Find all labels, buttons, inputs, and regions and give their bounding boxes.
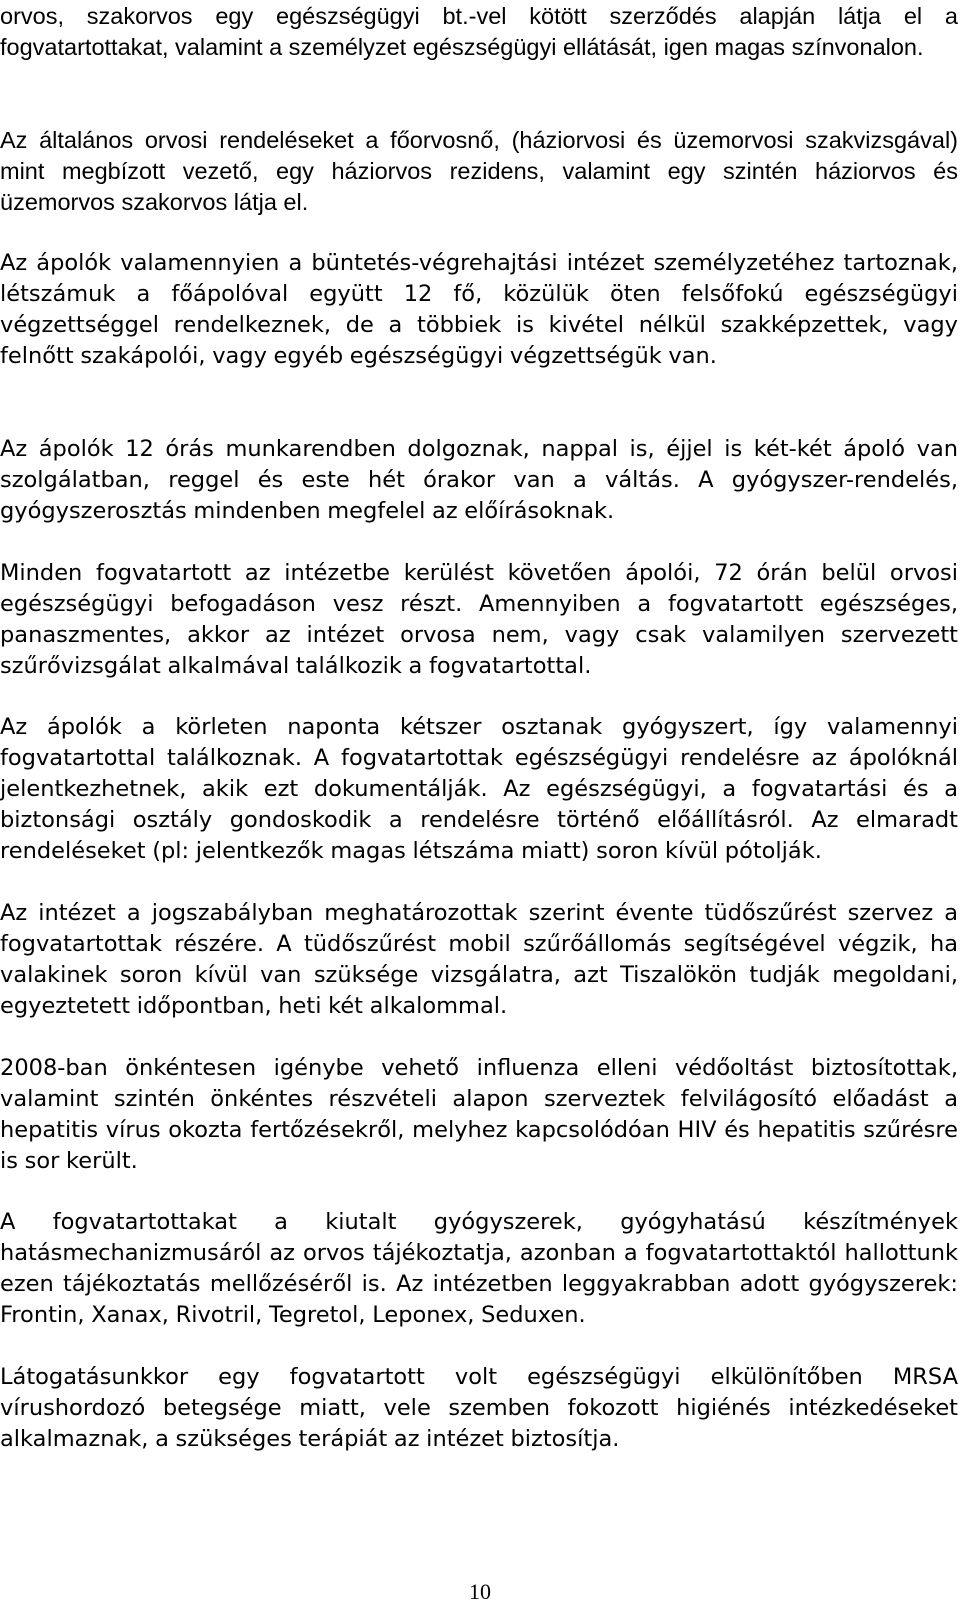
paragraph: Minden fogvatartott az intézetbe kerülést követően ápolói, 72 órán belül orvosi egészségügyi befogadáson vesz részt. Amennyiben a fogvatartott egészséges, panaszmentes, akkor az intézet orvosa nem, vagy csak valamilyen szervezett szűrővizsgálat alkalmával találkozik a fogvatartottal. xyxy=(0,560,958,679)
paragraph: A fogvatartottakat a kiutalt gyógyszerek, gyógyhatású készítmények hatásmechanizmusáról az orvos tájékoztatja, azonban a fogvatartottaktól hallottunk ezen tájékoztatás mellőzéséről is. Az intézetben leggyakrabban adott gyógyszerek: Frontin, Xanax, Rivotril, Tegretol, Leponex, Seduxen. xyxy=(0,1209,958,1328)
paragraph: Az általános orvosi rendeléseket a főorvosnő, (háziorvosi és üzemorvosi szakvizsgával) mint megbízott vezető, egy háziorvos rezidens, valamint egy szintén háziorvos és üzemorvos szakorvos látja el. xyxy=(0,127,958,215)
paragraph: Az ápolók a körleten naponta kétszer osztanak gyógyszert, így valamennyi fogvatartottal találkoznak. A fogvatartottak egészségügyi rendelésre az ápolóknál jelentkezhetnek, akik ezt dokumentálják. Az egészségügyi, a fogvatartási és a biztonsági osztály gondoskodik a rendelésre történő előállításról. Az elmaradt rendeléseket (pl: jelentkezők magas létszáma miatt) soron kívül pótolják. xyxy=(0,714,958,864)
paragraph: orvos, szakorvos egy egészségügyi bt.-vel kötött szerződés alapján látja el a fogvatartottakat, valamint a személyzet egészségügyi ellátását, igen magas színvonalon. xyxy=(0,3,958,60)
paragraph: 2008-ban önkéntesen igénybe vehető influenza elleni védőoltást biztosítottak, valamint szintén önkéntes részvételi alapon szerveztek felvilágosító előadást a hepatitis vírus okozta fertőzésekről, melyhez kapcsolódóan HIV és hepatitis szűrésre is sor került. xyxy=(0,1055,958,1174)
paragraph: Az intézet a jogszabályban meghatározottak szerint évente tüdőszűrést szervez a fogvatartottak részére. A tüdőszűrést mobil szűrőállomás segítségével végzik, ha valakinek soron kívül van szüksége vizsgálatra, azt Tiszalökön tudják megoldani, egyeztetett időpontban, heti két alkalommal. xyxy=(0,900,958,1019)
page-number: 10 xyxy=(469,1579,491,1604)
paragraph: Az ápolók valamennyien a büntetés-végrehajtási intézet személyzetéhez tartoznak, létszámuk a főápolóval együtt 12 fő, közülük öten felsőfokú egészségügyi végzettséggel rendelkeznek, de a többiek is kivétel nélkül szakképzettek, vagy felnőtt szakápolói, vagy egyéb egészségügyi végzettségük van. xyxy=(0,250,958,369)
paragraph: Az ápolók 12 órás munkarendben dolgoznak, nappal is, éjjel is két-két ápoló van szolgálatban, reggel és este hét órakor van a váltás. A gyógyszer-rendelés, gyógyszerosztás mindenben megfelel az előírásoknak. xyxy=(0,436,958,524)
paragraph: Látogatásunkkor egy fogvatartott volt egészségügyi elkülönítőben MRSA vírushordozó betegsége miatt, vele szemben fokozott higiénés intézkedéseket alkalmaznak, a szükséges terápiát az intézet biztosítja. xyxy=(0,1364,958,1452)
